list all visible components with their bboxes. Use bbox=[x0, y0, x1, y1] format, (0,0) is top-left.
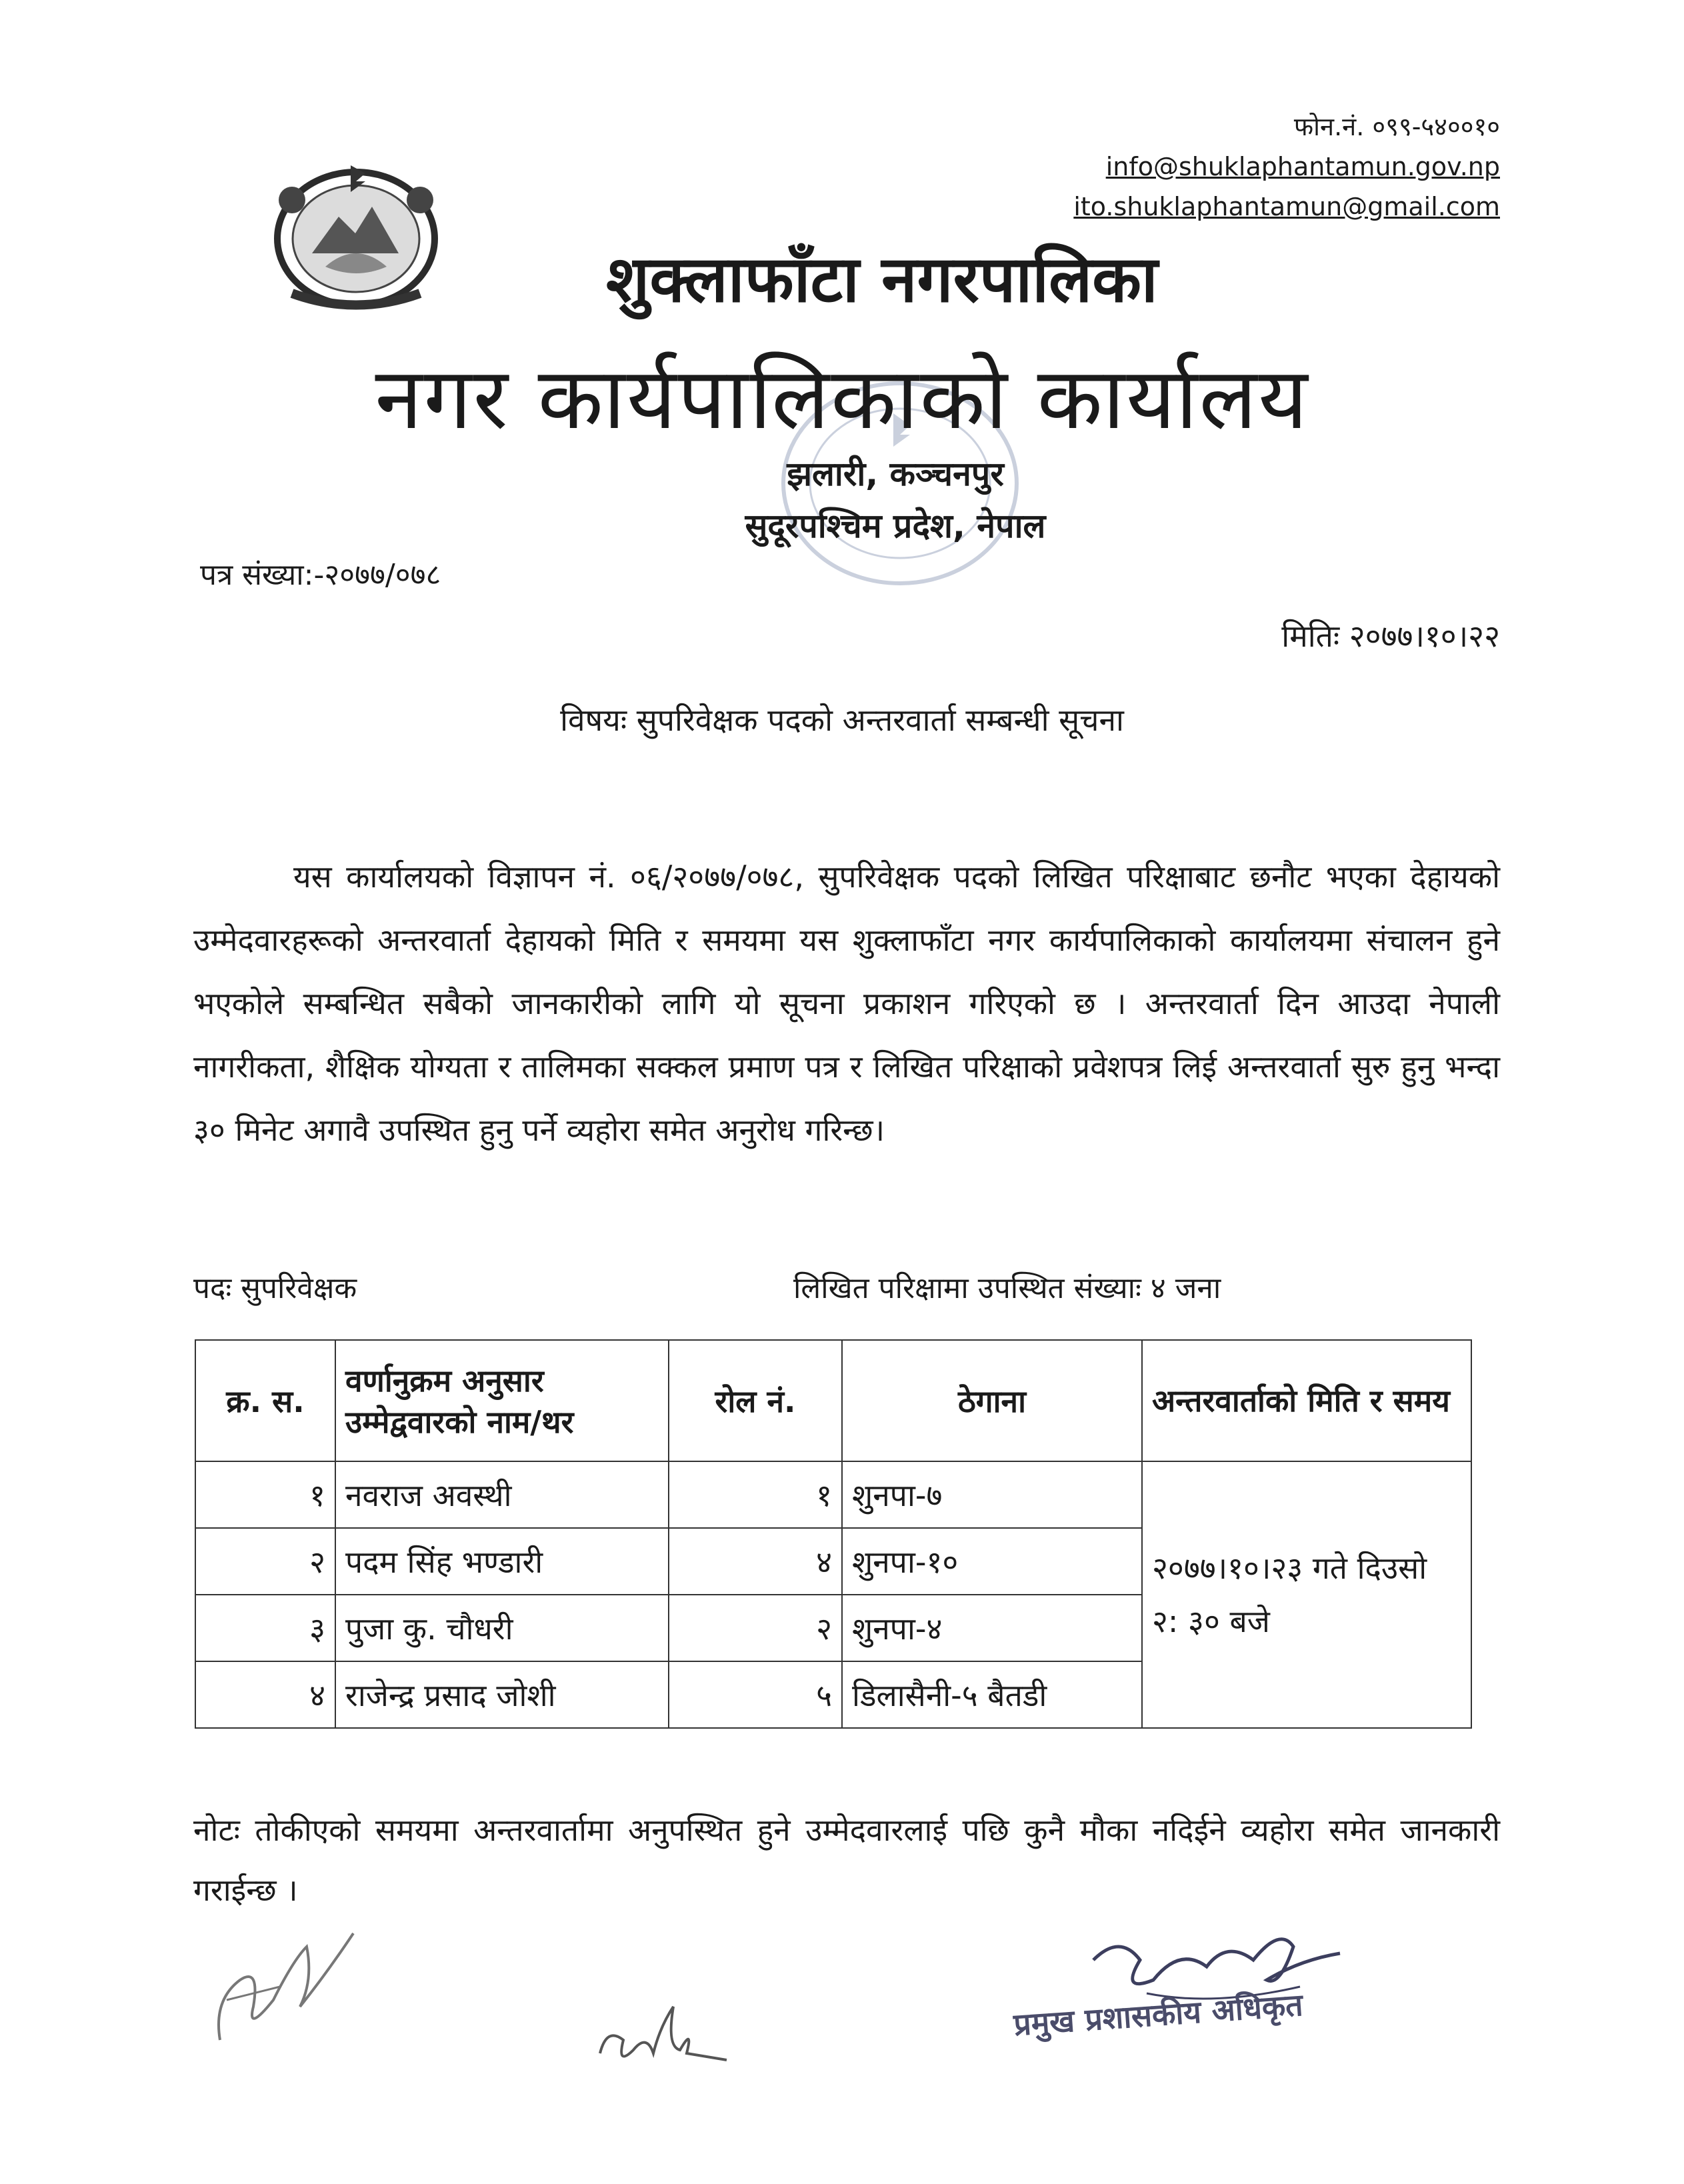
letter-date: मितिः २०७७।१०।२२ bbox=[1281, 618, 1500, 654]
email-link-info[interactable]: info@shuklaphantamun.gov.np bbox=[1105, 152, 1500, 181]
signature-1 bbox=[200, 1920, 373, 2060]
cell-name: नवराज अवस्थी bbox=[335, 1461, 669, 1528]
candidate-table bbox=[195, 1339, 1472, 1729]
contact-block bbox=[1073, 107, 1500, 227]
phone-number: फोन.नं. ०९९-५४००१० bbox=[1293, 112, 1500, 141]
cell-roll: ४ bbox=[669, 1528, 842, 1595]
office-name: नगर कार्यपालिकाको कार्यालय bbox=[375, 349, 1309, 449]
col-interview: अन्तरवार्ताको मिति र समय bbox=[1142, 1340, 1471, 1461]
email-link-ito[interactable]: ito.shuklaphantamun@gmail.com bbox=[1073, 192, 1500, 221]
cell-name: पुजा कु. चौधरी bbox=[335, 1595, 669, 1661]
cell-serial: १ bbox=[195, 1461, 335, 1528]
cell-name: पदम सिंह भण्डारी bbox=[335, 1528, 669, 1595]
cell-roll: १ bbox=[669, 1461, 842, 1528]
office-address bbox=[0, 448, 1684, 552]
cell-roll: ५ bbox=[669, 1661, 842, 1728]
cell-address: डिलासैनी-५ बैतडी bbox=[842, 1661, 1142, 1728]
post-label: पदः सुपरिवेक्षक bbox=[193, 1271, 357, 1305]
col-serial: क्र. स. bbox=[195, 1340, 335, 1461]
signature-2 bbox=[587, 1987, 733, 2080]
table-header-row bbox=[195, 1340, 1471, 1461]
attendance-count: लिखित परिक्षामा उपस्थित संख्याः ४ जना bbox=[793, 1271, 1221, 1305]
cell-address: शुनपा-१० bbox=[842, 1528, 1142, 1595]
table-row bbox=[195, 1461, 1471, 1528]
letter-body: यस कार्यालयको विज्ञापन नं. ०६/२०७७/०७८, सुपरिवेक्षक पदको लिखित परिक्षाबाट छनौट भएका देहायको उम्मेदवारहरूको अन्तरवार्ता देहायको मिति र समयमा यस शुक्लाफाँटा नगर कार्यपालिकाको कार्यालयमा संचालन हुने भएकोले सम्बन्धित सबैको जानकारीको लागि यो सूचना प्रकाशन गरिएको छ । अन्तरवार्ता दिन आउदा नेपाली नागरीकता, शैक्षिक योग्यता र तालिमका सक्कल प्रमाण पत्र र लिखित परिक्षाको प्रवेशपत्र लिई अन्तरवार्ता सुरु हुनु भन्दा ३० मिनेट अगावै उपस्थित हुनु पर्ने व्यहोरा समेत अनुरोध गरिन्छ। bbox=[193, 859, 1500, 1148]
col-name: वर्णानुक्रम अनुसार उम्मेद्ववारको नाम/थर bbox=[335, 1340, 669, 1461]
cell-address: शुनपा-४ bbox=[842, 1595, 1142, 1661]
municipality-name: शुक्लाफाँटा नगरपालिका bbox=[606, 242, 1158, 317]
cell-interview-time: २०७७।१०।२३ गते दिउसो २: ३० बजे bbox=[1142, 1461, 1471, 1728]
cell-roll: २ bbox=[669, 1595, 842, 1661]
col-roll: रोल नं. bbox=[669, 1340, 842, 1461]
address-line-1: झलारी, कञ्चनपुर bbox=[787, 455, 1004, 493]
cell-address: शुनपा-७ bbox=[842, 1461, 1142, 1528]
cell-serial: ४ bbox=[195, 1661, 335, 1728]
address-line-2: सुदूरपश्चिम प्रदेश, नेपाल bbox=[745, 507, 1046, 545]
reference-number: पत्र संख्या:-२०७७/०७८ bbox=[200, 558, 441, 592]
letter-subject: विषयः सुपरिवेक्षक पदको अन्तरवार्ता सम्बन्धी सूचना bbox=[560, 702, 1124, 738]
cell-name: राजेन्द्र प्रसाद जोशी bbox=[335, 1661, 669, 1728]
footer-note: नोटः तोकीएको समयमा अन्तरवार्तामा अनुपस्थित हुने उम्मेदवारलाई पछि कुनै मौका नदिईने व्यहोरा समेत जानकारी गराईन्छ । bbox=[193, 1812, 1500, 1908]
cell-serial: ३ bbox=[195, 1595, 335, 1661]
cell-serial: २ bbox=[195, 1528, 335, 1595]
col-address: ठेगाना bbox=[842, 1340, 1142, 1461]
signer-title: प्रमुख प्रशासकीय अधिकृत bbox=[1012, 1986, 1305, 2043]
